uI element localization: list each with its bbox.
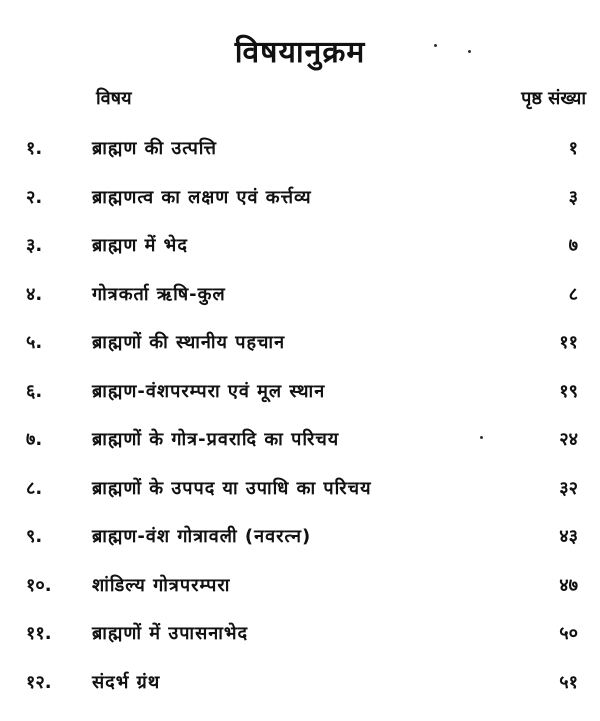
entry-number: २. xyxy=(26,186,43,208)
entry-title: ब्राह्मणों के गोत्र-प्रवरादि का परिचय xyxy=(92,429,340,450)
entry-number: १०. xyxy=(26,574,52,596)
list-item xyxy=(0,464,600,513)
entry-page: ३ xyxy=(568,186,578,208)
list-item xyxy=(0,318,600,367)
entry-number: ११. xyxy=(26,623,52,644)
entry-title: संदर्भ ग्रंथ xyxy=(92,671,161,693)
entry-title: ब्राह्मणत्व का लक्षण एवं कर्त्तव्य xyxy=(92,186,312,208)
list-item xyxy=(0,270,600,319)
entry-page: ५१ xyxy=(559,671,578,693)
list-item xyxy=(0,367,600,416)
entry-number: ८. xyxy=(26,477,43,499)
entry-title: ब्राह्मण की उत्पत्ति xyxy=(92,138,217,159)
list-item xyxy=(0,561,600,610)
list-item xyxy=(0,173,600,222)
entry-number: १. xyxy=(26,138,43,159)
entry-title: ब्राह्मण-वंश गोत्रावली (नवरत्न) xyxy=(92,526,312,547)
entry-page: १ xyxy=(568,138,578,159)
entry-page: ११ xyxy=(559,332,578,353)
column-header-page: पृष्ठ संख्या xyxy=(521,88,586,109)
entry-title: ब्राह्मणों की स्थानीय पहचान xyxy=(92,332,286,353)
entry-number: ३. xyxy=(26,235,43,256)
entry-title: गोत्रकर्ता ऋषि-कुल xyxy=(92,283,226,305)
entry-number: १२. xyxy=(26,671,52,693)
entry-number: ९. xyxy=(26,526,43,547)
entry-title: ब्राह्मण में भेद xyxy=(92,235,188,256)
entry-page: ४७ xyxy=(559,574,578,596)
entry-number: ७. xyxy=(26,429,43,450)
entry-page: ७ xyxy=(568,235,578,256)
entry-number: ४. xyxy=(26,283,43,305)
list-item xyxy=(0,415,600,464)
entry-title: शांडिल्य गोत्रपरम्परा xyxy=(92,574,231,596)
entry-title: ब्राह्मणों में उपासनाभेद xyxy=(92,623,249,644)
entry-title: ब्राह्मणों के उपपद या उपाधि का परिचय xyxy=(92,477,372,499)
entry-page: ४३ xyxy=(559,526,578,547)
entry-number: ५. xyxy=(26,332,43,353)
entry-page: ८ xyxy=(568,283,578,305)
page-title: विषयानुक्रम xyxy=(234,35,366,70)
list-item xyxy=(0,221,600,270)
list-item xyxy=(0,658,600,707)
entry-page: २४ xyxy=(559,429,578,450)
entry-title: ब्राह्मण-वंशपरम्परा एवं मूल स्थान xyxy=(92,380,326,402)
contents-list xyxy=(0,124,600,706)
scan-speck xyxy=(434,44,437,47)
list-item xyxy=(0,512,600,561)
list-item xyxy=(0,124,600,173)
entry-page: ३२ xyxy=(559,477,578,499)
list-item xyxy=(0,609,600,658)
entry-number: ६. xyxy=(26,380,43,402)
column-header-subject: विषय xyxy=(96,88,132,109)
scan-speck xyxy=(468,50,471,53)
entry-page: ५० xyxy=(559,623,578,644)
entry-page: १९ xyxy=(559,380,578,402)
